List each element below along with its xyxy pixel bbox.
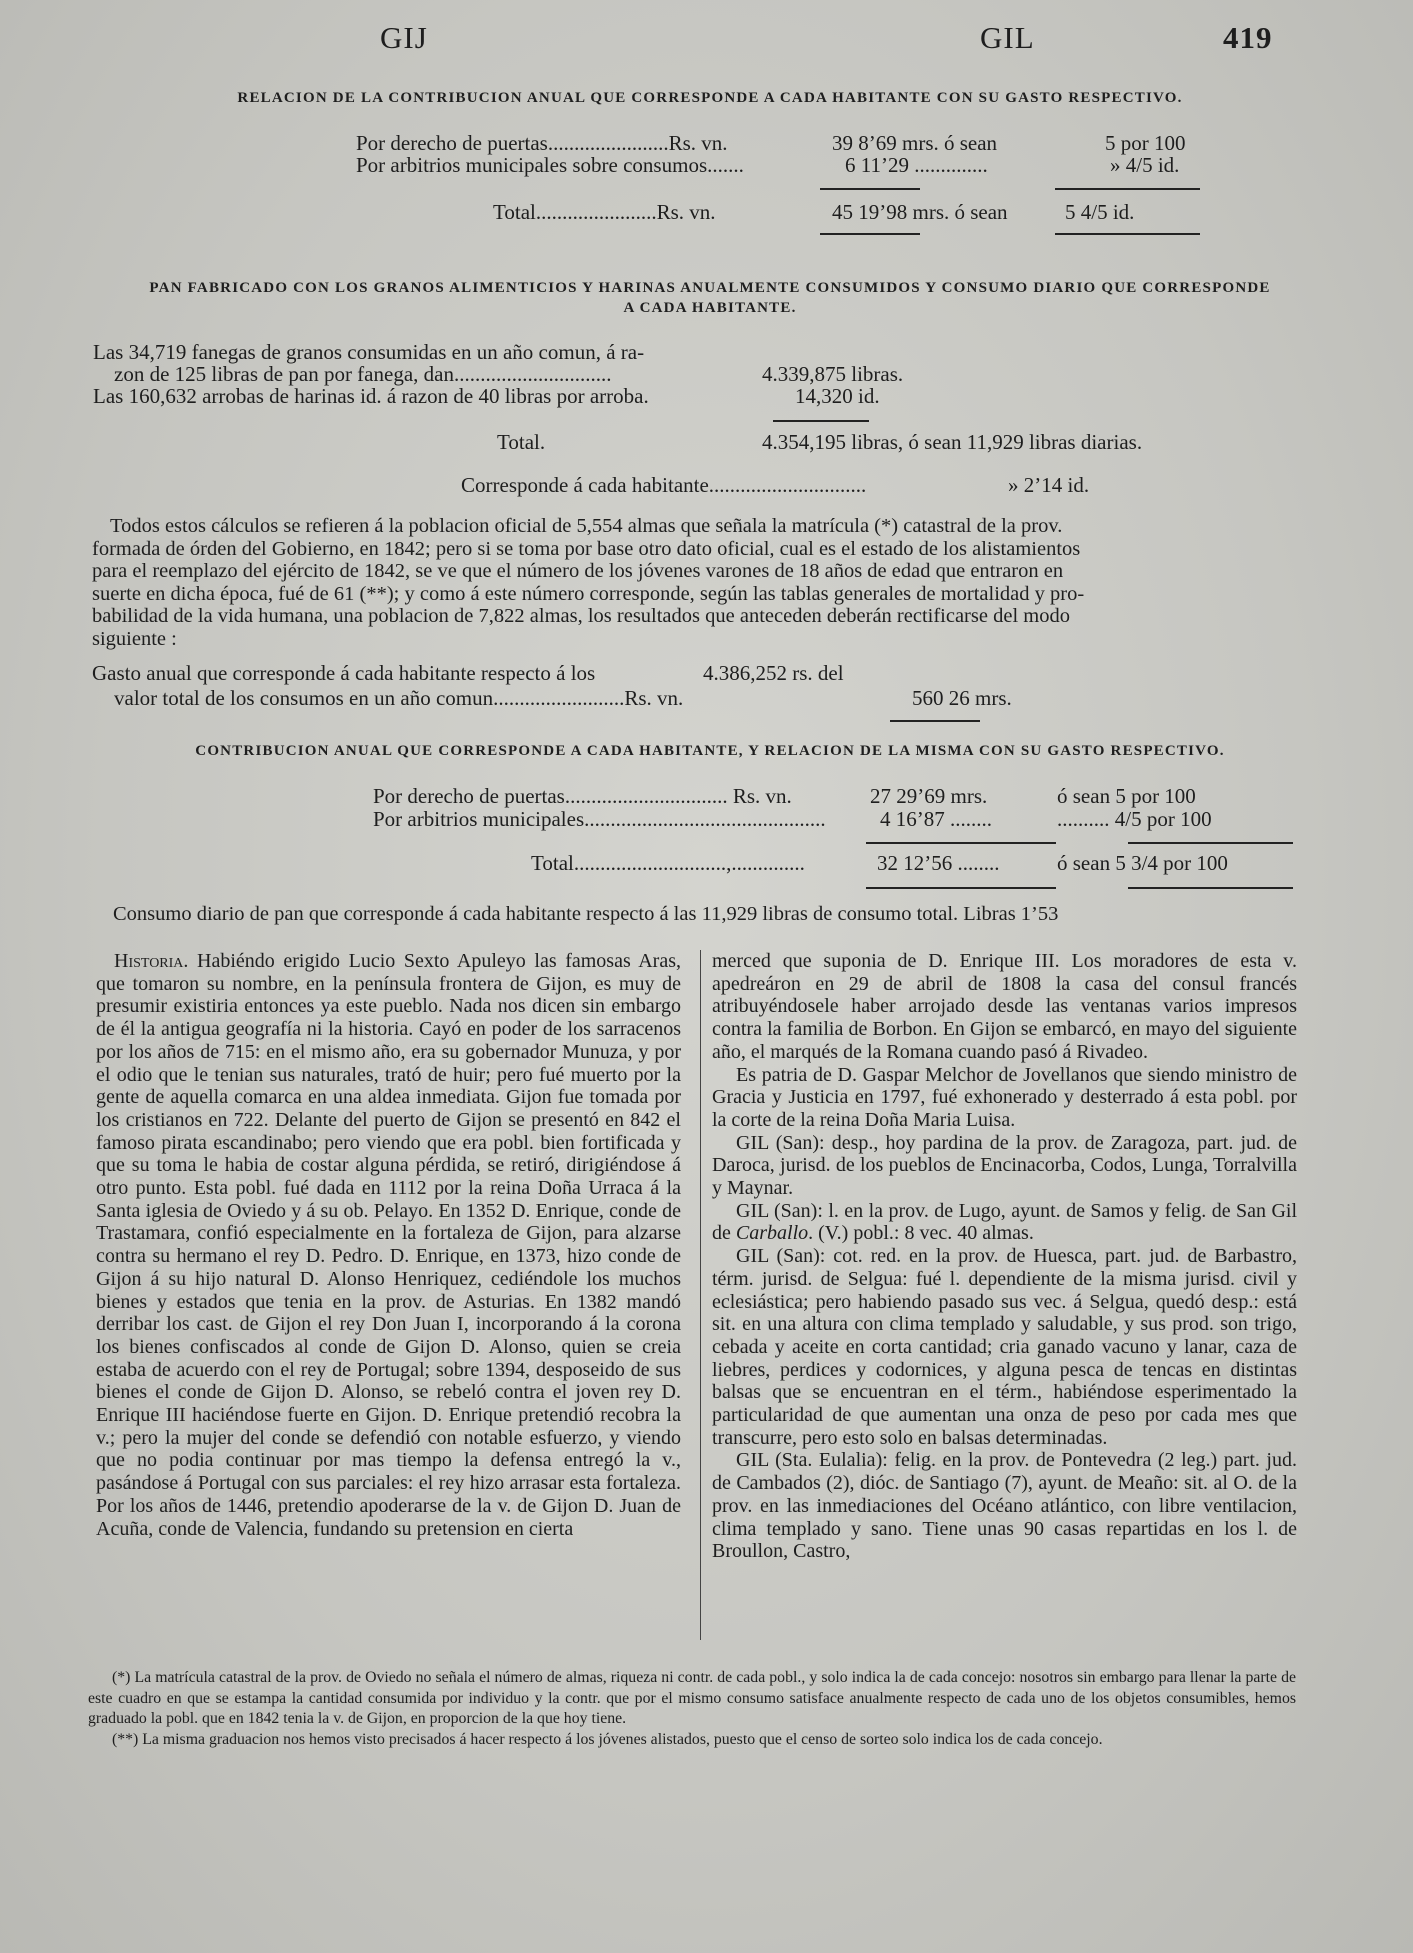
historia-heading: Historia. (114, 950, 189, 972)
pan-total-label: Total. (497, 430, 546, 454)
total-percent: 5 4/5 id. (1065, 200, 1135, 224)
granos-line-1: Las 34,719 fanegas de granos consumidas en un año comun, á ra- (93, 340, 645, 364)
rule (890, 720, 980, 722)
rule (820, 188, 920, 190)
rule (866, 887, 1056, 889)
row3-puertas-percent: ó sean 5 por 100 (1057, 784, 1196, 808)
para-line: babilidad de la vida humana, una poblacion de 7,822 almas, los resultados que anteceden deberán rectificarse del modo (92, 605, 1070, 628)
row-derecho-puertas-value: 39 8’69 mrs. ó sean (832, 131, 998, 155)
para-line: siguiente : (92, 627, 177, 650)
gasto-line-2: valor total de los consumos en un año comun.........................Rs. vn. (114, 686, 684, 710)
consumo-diario-line: Consumo diario de pan que corresponde á cada habitante respecto á las 11,929 libras de consumo total. Libras 1’53 (113, 903, 1059, 925)
entry-gil-san-zaragoza: GIL (San): desp., hoy pardina de la prov. de Zaragoza, part. jud. de Daroca, jurisd. de los pueblos de Encinacorba, Codos, Lunga, Torralvilla y Maynar. (712, 1131, 1297, 1200)
pan-total-value: 4.354,195 libras, ó sean 11,929 libras diarias. (762, 430, 1143, 454)
section-title-pan-cont: A CADA HABITANTE. (623, 300, 797, 316)
row-arbitrios-label: Por arbitrios municipales sobre consumos....... (356, 153, 744, 177)
footnotes (88, 1668, 1296, 1750)
calculos-paragraph (92, 515, 1292, 651)
row3-puertas-label: Por derecho de puertas............................... Rs. vn. (373, 784, 792, 808)
corresponde-label: Corresponde á cada habitante.............................. (461, 473, 867, 497)
row-derecho-puertas-percent: 5 por 100 (1105, 131, 1186, 155)
granos-value: 4.339,875 libras. (762, 362, 904, 386)
para-line: formada de órden del Gobierno, en 1842; pero si se toma por base otro dato oficial, cual es el estado de los alistamientos (92, 537, 1081, 560)
footnote-1: (*) La matrícula catastral de la prov. de Oviedo no señala el número de almas, riqueza ni contr. de cada pobl., y solo indica la de cada concejo: nosotros sin embargo para llenar la parte de este cuadro en que se estampa la cantidad consumida por individuo y la contr. que por el mismo consumo satisface anualmente respecto de cada uno de los objetos consumibles, hemos graduado la pobl. que en 1842 tenia la v. de Gijon, en proporcion de la que hoy tiene. (88, 1669, 1296, 1727)
header-center-word: GIL (980, 20, 1035, 55)
rule (866, 842, 1056, 844)
row3-total-percent: ó sean 5 3/4 por 100 (1057, 851, 1228, 875)
row3-arbitrios-label: Por arbitrios municipales.............................................. (373, 807, 826, 831)
row3-arbitrios-percent: .......... 4/5 por 100 (1057, 807, 1212, 831)
left-column (96, 950, 681, 1540)
gasto-line-1: Gasto anual que corresponde á cada habitante respecto á los (92, 661, 596, 685)
section-title-pan: PAN FABRICADO CON LOS GRANOS ALIMENTICIOS Y HARINAS ANUALMENTE CONSUMIDOS Y CONSUMO DIARIO QUE CORRESPONDE (149, 280, 1271, 296)
harinas-line: Las 160,632 arrobas de harinas id. á razon de 40 libras por arroba. (93, 384, 649, 408)
para-line: suerte en dicha época, fué de 61 (**); y como á este número corresponde, según las tablas generales de mortalidad y pro- (92, 582, 1085, 605)
row-arbitrios-value: 6 11’29 .............. (845, 153, 988, 177)
para-line: Todos estos cálculos se refieren á la poblacion oficial de 5,554 almas que señala la matrícula (*) catastral de la prov. (110, 515, 1063, 537)
corresponde-value: » 2’14 id. (1008, 473, 1090, 497)
entry-gil-sta-eulalia: GIL (Sta. Eulalia): felig. en la prov. de Pontevedra (2 leg.) part. jud. de Cambados (2), dióc. de Santiago (7), ayunt. de Meaño: sit. al O. de la prov. en las inmediaciones del Océano atlántico, con libre ventilacion, clima templado y sano. Tiene unas 90 casas repartidas en los l. de Broullon, Castro, (712, 1449, 1297, 1563)
rule (1128, 887, 1293, 889)
entry-gil-san-huesca: GIL (San): cot. red. en la prov. de Huesca, part. jud. de Barbastro, térm. jurisd. de Selgua: fué l. dependiente de la misma jurisd. civil y eclesiástica; pero habiendo pasado sus vec. á Selgua, quedó desp.: está sit. en una altura con clima templado y saludable, y sus prod. son trigo, cebada y aceite en corta cantidad; cria ganado vacuno y lanar, caza de liebres, perdices y codornices, y alguna pesca de tencas en distintas balsas que se encuentran en el térm., habiéndose esperimentado la particularidad de que aumentan una onza de peso por cada mes que transcurre, pero esto solo en balsas determinadas. (712, 1245, 1297, 1449)
para-line: para el reemplazo del ejército de 1842, se ve que el número de los jóvenes varones de 18 años de edad que entraron en (92, 560, 1064, 583)
gasto-line-1-value: 4.386,252 rs. del (703, 661, 844, 685)
rule (1055, 233, 1200, 235)
row3-total-label: Total.............................,.............. (531, 851, 805, 875)
entry-gil-san-lugo: GIL (San): l. en la prov. de Lugo, ayunt. de Samos y felig. de San Gil de Carballo. (V.) pobl.: 8 vec. 40 almas. (712, 1199, 1297, 1245)
total-value: 45 19’98 mrs. ó sean (832, 200, 1008, 224)
harinas-value: 14,320 id. (795, 384, 880, 408)
section-title-contribucion: RELACION DE LA CONTRIBUCION ANUAL QUE CORRESPONDE A CADA HABITANTE CON SU GASTO RESPECTIVO. (237, 90, 1183, 106)
right-column (712, 950, 1297, 1563)
rule (1128, 842, 1293, 844)
row-derecho-puertas-label: Por derecho de puertas.......................Rs. vn. (356, 131, 728, 155)
rule (820, 233, 920, 235)
total-label: Total.......................Rs. vn. (493, 200, 716, 224)
gasto-value: 560 26 mrs. (912, 686, 1012, 710)
row-arbitrios-percent: » 4/5 id. (1110, 153, 1180, 177)
row3-puertas-value: 27 29’69 mrs. (870, 784, 988, 808)
section-title-contribucion-2: CONTRIBUCION ANUAL QUE CORRESPONDE A CADA HABITANTE, Y RELACION DE LA MISMA CON SU GASTO RESPECTIVO. (195, 743, 1225, 759)
page-number: 419 (1223, 20, 1273, 55)
rule (1055, 188, 1200, 190)
rule (773, 420, 869, 422)
header-left-word: GIJ (380, 20, 428, 55)
column-divider (700, 950, 701, 1640)
jovellanos-paragraph: Es patria de D. Gaspar Melchor de Jovellanos que siendo ministro de Gracia y Justicia en 1797, fué exhonerado y desterrado á esta pobl. por la corte de la reina Doña Maria Luisa. (712, 1063, 1297, 1131)
footnote-2: (**) La misma graduacion nos hemos visto precisados á hacer respecto á los jóvenes alistados, puesto que el censo de sorteo solo indica los de cada concejo. (112, 1730, 1103, 1748)
historia-text: Habiéndo erigido Lucio Sexto Apuleyo las famosas Aras, que tomaron su nombre, en la península frontera de Gijon, es muy de presumir existiria entonces ya este pueblo. Nada nos dicen sin embargo de él la antigua geografía ni la historia. Cayó en poder de los sarracenos por los años de 715: en el mismo año, era su gobernador Munuza, y por el odio que le tenian sus naturales, trató de huir; pero fué muerto por la gente de aquella comarca en una aldea inmediata. Gijon fue tomada por los cristianos en 722. Delante del puerto de Gijon se presentó en 842 el famoso pirata escandinabo; pero viendo que era pobl. bien fortificada y que su toma le habia de costar alguna pérdida, se retiró, dirigiéndose á otro punto. Esta pobl. fué dada en 1112 por la reina Doña Urraca á la Santa iglesia de Oviedo y á su ob. Pelayo. En 1352 D. Enrique, conde de Trastamara, confió especialmente en la fortaleza de Gijon, para alzarse contra su hermano el rey D. Pedro. D. Enrique, en 1373, hizo conde de Gijon á su hijo natural D. Alonso Henriquez, cediéndole los muchos bienes y estados que tenia en la prov. de Asturias. En 1382 mandó derribar los cast. de Gijon el rey Don Juan I, incorporando á la corona los bienes confiscados al conde de Gijon D. Alonso, quien se creia estaba de acuerdo con el rey de Portugal; sobre 1394, desposeido de sus bienes el conde de Gijon D. Alonso, se rebeló contra el joven rey D. Enrique III haciéndose fuerte en Gijon. D. Enrique pretendió recobra la v.; pero la mujer del conde se defendió con notable esfuerzo, y viendo que no podia continuar por mas tiempo la defensa entregó la v., pasándose á Portugal con sus parciales: el rey hizo arrasar esta fortaleza. Por los años de 1446, pretendio apoderarse de la v. de Gijon D. Juan de Acuña, conde de Valencia, fundando su pretension en cierta (96, 950, 681, 1540)
granos-line-2: zon de 125 libras de pan por fanega, dan.............................. (114, 362, 612, 386)
row3-arbitrios-value: 4 16’87 ........ (880, 807, 992, 831)
row3-total-value: 32 12’56 ........ (877, 851, 1000, 875)
historia-continued: merced que suponia de D. Enrique III. Los moradores de esta v. apedreáron en 29 de abril de 1808 la casa del consul francés atribuyéndosele haber arrojado desde las ventanas varios impresos contra la familia de Borbon. En Gijon se embarcó, en mayo del siguiente año, el marqués de la Romana cuando pasó á Rivadeo. (712, 950, 1297, 1063)
